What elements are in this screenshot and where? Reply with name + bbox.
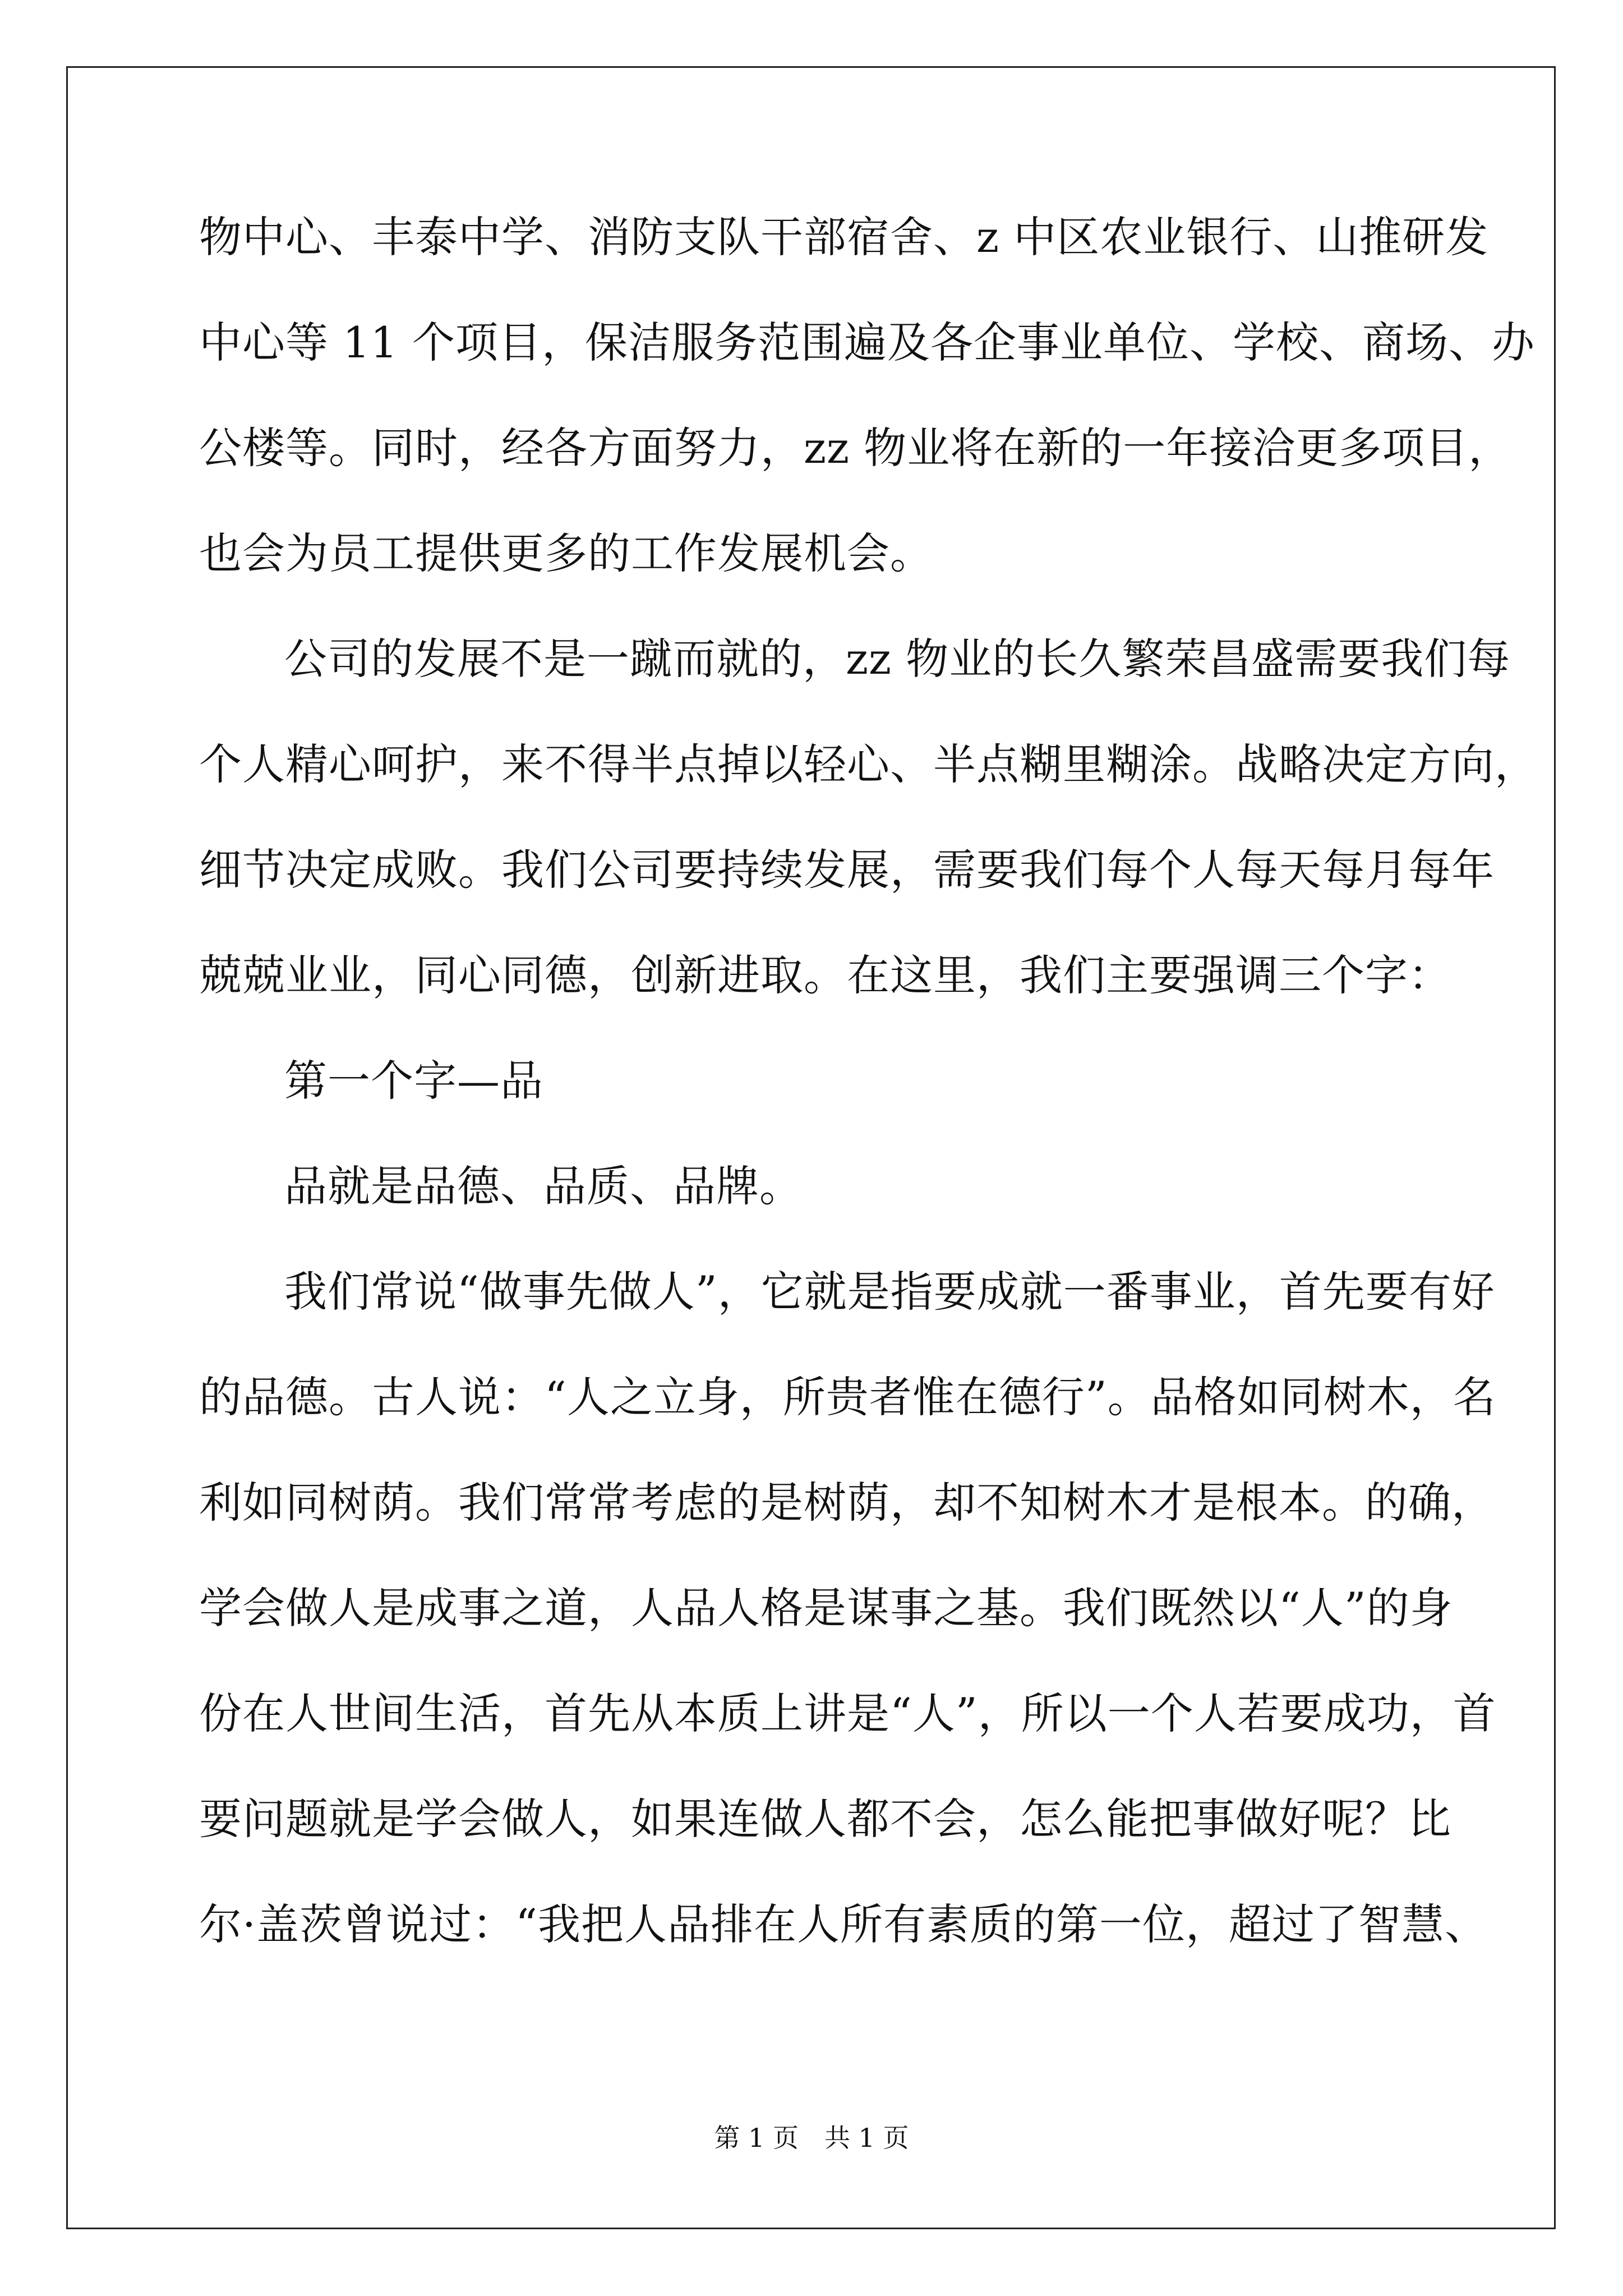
text-line: 学会做人是成事之道，人品人格是谋事之基。我们既然以“人”的身 [199, 1583, 1453, 1633]
text-line: 我们常说“做事先做人”，它就是指要成就一番事业，首先要有好 [284, 1267, 1495, 1317]
text-line: 物中心、丰泰中学、消防支队干部宿舍、z 中区农业银行、山推研发 [199, 212, 1489, 262]
text-line: 份在人世间生活，首先从本质上讲是“人”，所以一个人若要成功，首 [199, 1688, 1496, 1738]
text-line: 的品德。古人说：“人之立身，所贵者惟在德行”。品格如同树木，名 [199, 1372, 1496, 1422]
text-line: 个人精心呵护，来不得半点掉以轻心、半点糊里糊涂。战略决定方向， [199, 739, 1538, 789]
text-line: 公楼等。同时，经各方面努力，zz 物业将在新的一年接洽更多项目， [199, 423, 1512, 473]
document-body [199, 212, 1538, 2009]
text-line: 尔·盖茨曾说过：“我把人品排在人所有素质的第一位，超过了智慧、 [199, 1899, 1488, 1949]
text-line: 公司的发展不是一蹴而就的，zz 物业的长久繁荣昌盛需要我们每 [284, 634, 1511, 684]
text-line: 利如同树荫。我们常常考虑的是树荫，却不知树木才是根本。的确， [199, 1478, 1495, 1527]
text-line: 中心等 11 个项目，保洁服务范围遍及各企事业单位、学校、商场、办 [199, 318, 1536, 367]
text-line: 兢兢业业，同心同德，创新进取。在这里，我们主要强调三个字： [199, 950, 1451, 1000]
text-line: 要问题就是学会做人，如果连做人都不会，怎么能把事做好呢？比 [199, 1794, 1451, 1844]
page-number: 第 1 页 共 1 页 [714, 2123, 909, 2153]
section-heading: 第一个字—品 [284, 1056, 543, 1106]
text-line: 细节决定成败。我们公司要持续发展，需要我们每个人每天每月每年 [199, 845, 1495, 895]
text-line: 品就是品德、品质、品牌。 [284, 1161, 803, 1211]
text-line: 也会为员工提供更多的工作发展机会。 [199, 528, 933, 578]
